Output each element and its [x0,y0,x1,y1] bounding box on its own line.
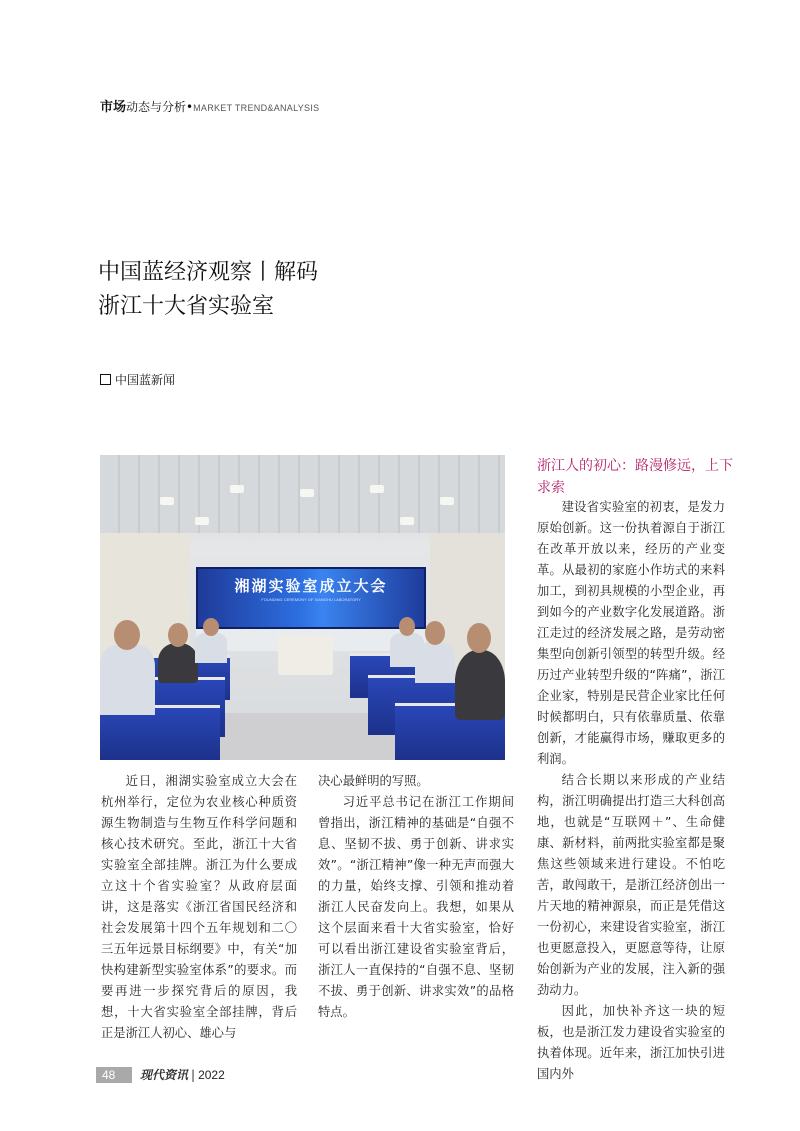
attendee-head [399,617,415,636]
ceiling-light [230,485,244,493]
attendee [100,645,155,715]
article-source [100,371,175,388]
paragraph: 近日，湘湖实验室成立大会在杭州举行，定位为农业核心种质资源生物制造与生物互作科学问题和核心技术研究。至此，浙江十大省实验室全部挂牌。浙江为什么要成立这十个省实验室？从政府层面讲，这是落实《浙江省国民经济和社会发展第十四个五年规划和二〇三五年远景目标纲要》中，有关“加快构建新型实验室体系”的要求。而要再进一步探究背后的原因，我想，十大省实验室全部挂牌，背后正是浙江人初心、雄心与 [101,774,297,1040]
body-column-3 [537,497,725,1085]
issue-year: 2022 [198,1067,225,1082]
attendee-head [168,623,188,647]
section-heading: 浙江人的初心：路漫修远，上下求索 [537,458,733,496]
attendee [195,633,227,663]
section-name-bold: 市场 [100,100,127,115]
stage-screen [196,567,426,629]
publication-logo: 现代资讯 [140,1068,189,1082]
body-column-2 [318,771,514,1023]
paragraph: 建设省实验室的初衷，是发力原始创新。这一份执着源自于浙江在改革开放以来，经历的产业变革。从最初的家庭小作坊式的来料加工，到初具规模的小型企业，再到如今的产业数字化发展道路。浙江走过的经济发展之路，是劳动密集型向创新引领型的转型升级。经历过产业转型升级的“阵痛”，浙江企业家，特别是民营企业家比任何时候都明白，只有依靠质量、依靠创新，才能赢得市场，赚取更多的利润。 [537,500,725,766]
attendee-head [114,620,140,650]
body-column-1 [101,771,297,1044]
paragraph: 结合长期以来形成的产业结构，浙江明确提出打造三大科创高地，也就是“互联网＋”、生命健康、新材料，前两批实验室都是聚焦这些领域来进行建设。不怕吃苦，敢闯敢干，是浙江经济创出一片天地的精神源泉，而正是凭借这一份初心，来建设省实验室，浙江也更愿意投入，更愿意等待，让原始创新为产业的发展，注入新的强劲动力。 [537,773,725,997]
paragraph: 决心最鲜明的写照。 [318,774,429,788]
footer-separator: | [191,1067,196,1082]
screen-subtitle: FOUNDING CEREMONY OF XIANGHU LABORATORY [261,597,361,602]
article-title [98,256,318,324]
ceiling-light [440,497,454,505]
podium [278,635,333,675]
paragraph: 因此，加快补齐这一块的短板，也是浙江发力建设省实验室的执着体现。近年来，浙江加快引进国内外 [537,1004,725,1081]
paragraph: 习近平总书记在浙江工作期间曾指出，浙江精神的基础是“自强不息、坚韧不拔、勇于创新、讲求实效”。“浙江精神”像一种无声而强大的力量，始终支撑、引领和推动着浙江人民奋发向上。我想，如果从这个层面来看十大省实验室，恰好可以看出浙江建设省实验室背后，浙江人一直保持的“自强不息、坚韧不拔、勇于创新、讲求实效”的品格特点。 [318,795,514,1019]
ceiling-light [400,517,414,525]
attendee [415,643,455,683]
title-line-1: 中国蓝经济观察丨解码 [98,260,319,285]
page-number: 48 [96,1067,132,1083]
ceiling-light [300,489,314,497]
section-name-rest: 动态与分析 [126,100,187,114]
attendee-head [467,623,491,653]
conference-photo [100,455,505,760]
screen-title: 湘湖实验室成立大会 [234,577,388,595]
ceiling-light [160,497,174,505]
attendee [158,643,198,683]
attendee-head [425,621,445,645]
ceiling-light [195,517,209,525]
ceiling-light [370,485,384,493]
title-line-2: 浙江十大省实验室 [98,294,275,319]
source-name: 中国蓝新闻 [115,373,176,387]
attendee-head [203,618,219,636]
header-bullet: • [186,100,194,114]
section-name-en: MARKET TREND&ANALYSIS [193,103,320,113]
checkbox-square-icon [100,374,111,385]
section-header [100,96,319,115]
attendee [455,650,505,720]
page-footer [96,1066,225,1083]
